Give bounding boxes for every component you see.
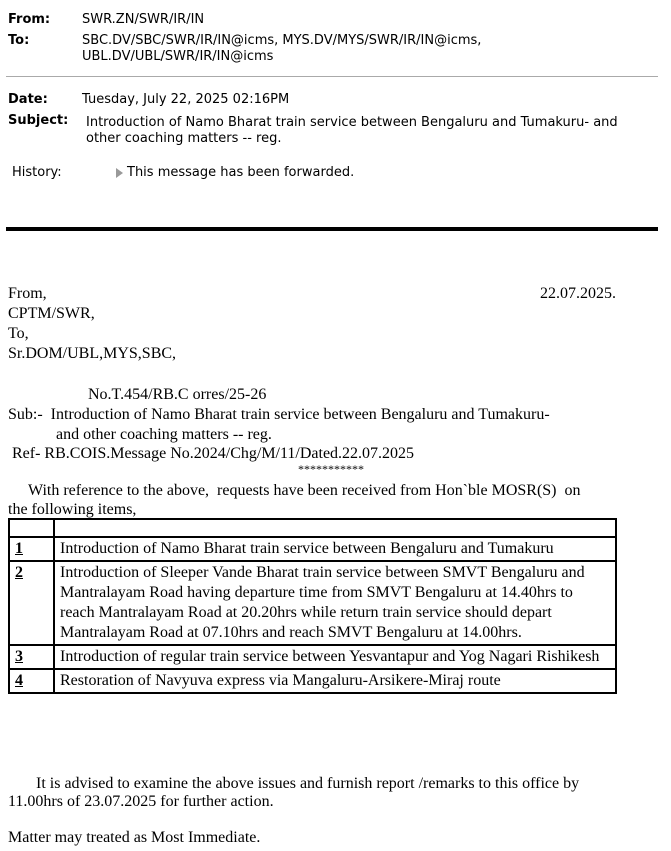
- intro-line-1: With reference to the above, requests have been received from Hon`ble MOSR(S) on: [28, 482, 581, 499]
- history-value: This message has been forwarded.: [127, 165, 355, 180]
- body-divider: [6, 227, 658, 231]
- item-text: Restoration of Navyuva express via Mangaluru-Arsikere-Miraj route: [54, 669, 616, 693]
- forward-arrow-icon: [116, 168, 123, 178]
- letter-from: From,: [8, 285, 47, 302]
- subject-line-2: and other coaching matters -- reg.: [56, 426, 272, 443]
- letter-recipients: Sr.DOM/UBL,MYS,SBC,: [8, 345, 177, 362]
- subject-line2: other coaching matters -- reg.: [86, 131, 282, 146]
- reference-line: Ref- RB.COIS.Message No.2024/Chg/M/11/Dated.22.07.2025: [12, 445, 415, 462]
- to-label: To:: [8, 33, 30, 48]
- separator-stars: ***********: [298, 462, 364, 476]
- subject-line-1: Sub:- Introduction of Namo Bharat train service between Bengaluru and Tumakuru-: [8, 406, 550, 423]
- header-divider: [6, 76, 658, 77]
- table-row: [9, 561, 616, 645]
- item-number: 2: [9, 561, 54, 645]
- intro-line-2: the following items,: [8, 501, 137, 518]
- to-value-line2[interactable]: UBL.DV/UBL/SWR/IR/IN@icms: [82, 49, 274, 64]
- history-label: History:: [12, 165, 62, 180]
- date-value: Tuesday, July 22, 2025 02:16PM: [82, 92, 290, 107]
- date-label: Date:: [8, 92, 48, 107]
- table-row: [9, 645, 616, 669]
- item-text: Introduction of Namo Bharat train service between Bengaluru and Tumakuru: [54, 537, 616, 561]
- table-row: [9, 537, 616, 561]
- reference-number: No.T.454/RB.C orres/25-26: [88, 386, 267, 403]
- item-number: 1: [9, 537, 54, 561]
- closing-note: Matter may treated as Most Immediate.: [8, 829, 261, 846]
- from-value[interactable]: SWR.ZN/SWR/IR/IN: [82, 12, 205, 27]
- letter-date: 22.07.2025.: [540, 285, 616, 302]
- advice-line-2: 11.00hrs of 23.07.2025 for further action.: [8, 793, 274, 810]
- from-label: From:: [8, 12, 51, 27]
- history-row: [116, 165, 354, 180]
- subject-line1: Introduction of Namo Bharat train service between Bengaluru and Tumakuru- and: [86, 115, 618, 130]
- subject-label: Subject:: [8, 113, 69, 128]
- letter-to: To,: [8, 325, 29, 342]
- advice-line-1: It is advised to examine the above issues and furnish report /remarks to this office by: [36, 775, 580, 792]
- letter-sender: CPTM/SWR,: [8, 305, 95, 322]
- table-row: [9, 669, 616, 693]
- item-number: 3: [9, 645, 54, 669]
- item-text: Introduction of Sleeper Vande Bharat train service between SMVT Bengaluru and Mantralayam Road having departure time from SMVT Bengaluru at 14.40hrs to reach Mantralayam Road at 20.20hrs while return train service should depart Mantralayam Road at 07.10hrs and reach SMVT Bengaluru at 14.00hrs.: [54, 561, 616, 645]
- item-number: 4: [9, 669, 54, 693]
- items-table: [8, 518, 617, 694]
- to-value-line1[interactable]: SBC.DV/SBC/SWR/IR/IN@icms, MYS.DV/MYS/SWR/IR/IN@icms,: [82, 33, 482, 48]
- item-text: Introduction of regular train service between Yesvantapur and Yog Nagari Rishikesh: [54, 645, 616, 669]
- table-header-row: [9, 519, 616, 537]
